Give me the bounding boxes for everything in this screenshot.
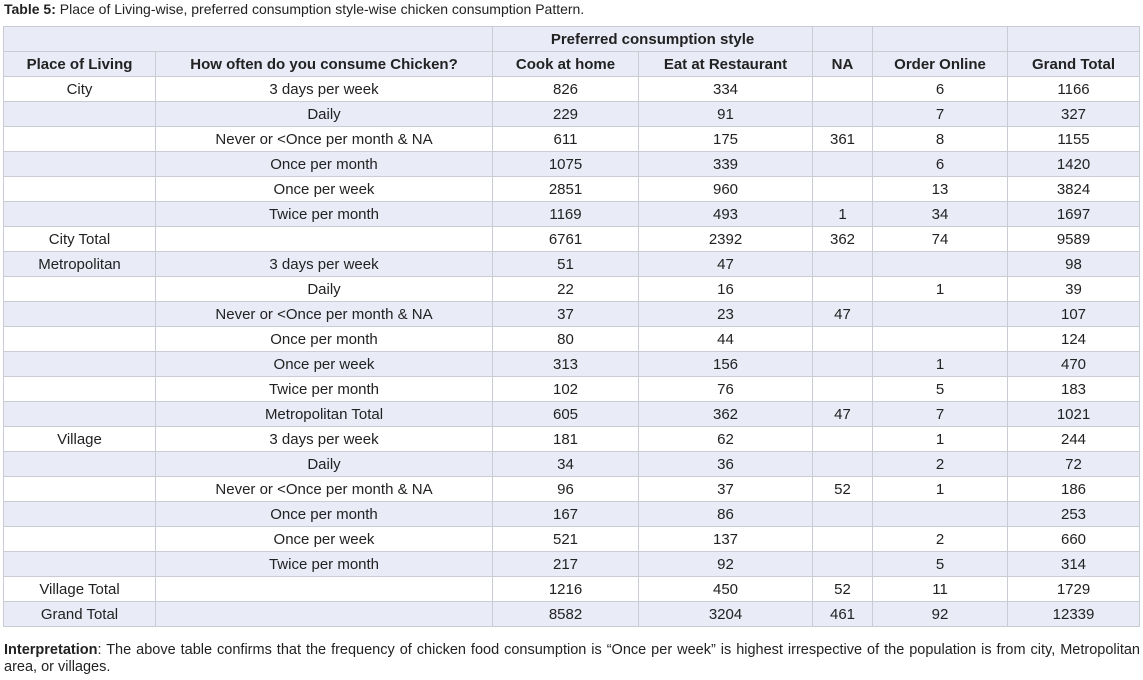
table-row — [4, 202, 1140, 227]
cell-place: Village Total — [4, 577, 156, 602]
table-row — [4, 527, 1140, 552]
cell-cook-at-home: 229 — [493, 102, 639, 127]
cell-order-online — [873, 302, 1008, 327]
cell-cook-at-home: 2851 — [493, 177, 639, 202]
cell-eat-at-restaurant: 339 — [639, 152, 813, 177]
cell-grand-total: 3824 — [1008, 177, 1140, 202]
cell-place — [4, 302, 156, 327]
cell-na — [813, 177, 873, 202]
cell-cook-at-home: 8582 — [493, 602, 639, 627]
cell-place — [4, 127, 156, 152]
cell-cook-at-home: 521 — [493, 527, 639, 552]
cell-na — [813, 352, 873, 377]
interpretation-text: : The above table confirms that the frequency of chicken food consumption is “Once per week” is highest irrespective of the population is from city, Metropolitan area, or villages. — [4, 642, 1140, 675]
cell-na — [813, 102, 873, 127]
table-row — [4, 602, 1140, 627]
group-header-blank-total — [1008, 27, 1140, 52]
cell-eat-at-restaurant: 156 — [639, 352, 813, 377]
cell-eat-at-restaurant: 16 — [639, 277, 813, 302]
cell-cook-at-home: 605 — [493, 402, 639, 427]
cell-eat-at-restaurant: 47 — [639, 252, 813, 277]
cell-eat-at-restaurant: 36 — [639, 452, 813, 477]
column-header-place: Place of Living — [4, 52, 156, 77]
cell-cook-at-home: 1216 — [493, 577, 639, 602]
cell-order-online: 74 — [873, 227, 1008, 252]
cell-frequency — [156, 227, 493, 252]
cell-place: City Total — [4, 227, 156, 252]
cell-eat-at-restaurant: 86 — [639, 502, 813, 527]
cell-frequency: Once per month — [156, 327, 493, 352]
cell-place — [4, 277, 156, 302]
cell-order-online: 1 — [873, 352, 1008, 377]
cell-na — [813, 452, 873, 477]
table-row — [4, 552, 1140, 577]
cell-eat-at-restaurant: 76 — [639, 377, 813, 402]
cell-place: City — [4, 77, 156, 102]
cell-order-online: 13 — [873, 177, 1008, 202]
cell-order-online: 7 — [873, 102, 1008, 127]
cell-place — [4, 202, 156, 227]
cell-frequency: 3 days per week — [156, 252, 493, 277]
cell-cook-at-home: 96 — [493, 477, 639, 502]
cell-order-online: 5 — [873, 552, 1008, 577]
cell-na: 461 — [813, 602, 873, 627]
cell-grand-total: 183 — [1008, 377, 1140, 402]
cell-na — [813, 77, 873, 102]
cell-frequency: 3 days per week — [156, 77, 493, 102]
cell-eat-at-restaurant: 91 — [639, 102, 813, 127]
cell-grand-total: 1697 — [1008, 202, 1140, 227]
cell-eat-at-restaurant: 493 — [639, 202, 813, 227]
cell-cook-at-home: 313 — [493, 352, 639, 377]
caption-label: Table 5: — [4, 1, 56, 17]
cell-cook-at-home: 167 — [493, 502, 639, 527]
table-row — [4, 252, 1140, 277]
table-row — [4, 352, 1140, 377]
cell-eat-at-restaurant: 23 — [639, 302, 813, 327]
cell-grand-total: 1420 — [1008, 152, 1140, 177]
cell-eat-at-restaurant: 3204 — [639, 602, 813, 627]
cell-order-online — [873, 327, 1008, 352]
cell-na — [813, 152, 873, 177]
cell-grand-total: 327 — [1008, 102, 1140, 127]
cell-cook-at-home: 826 — [493, 77, 639, 102]
cell-na — [813, 527, 873, 552]
cell-frequency: Once per week — [156, 352, 493, 377]
cell-cook-at-home: 217 — [493, 552, 639, 577]
column-header-row — [4, 52, 1140, 77]
column-header-na: NA — [813, 52, 873, 77]
cell-place — [4, 527, 156, 552]
table-row — [4, 227, 1140, 252]
table-row — [4, 177, 1140, 202]
cell-frequency: Never or <Once per month & NA — [156, 302, 493, 327]
cell-na: 362 — [813, 227, 873, 252]
cell-na: 47 — [813, 302, 873, 327]
group-header-preferred-style: Preferred consumption style — [493, 27, 813, 52]
cell-frequency — [156, 602, 493, 627]
cell-grand-total: 39 — [1008, 277, 1140, 302]
table-row — [4, 502, 1140, 527]
cell-eat-at-restaurant: 960 — [639, 177, 813, 202]
table-row — [4, 452, 1140, 477]
cell-place — [4, 402, 156, 427]
cell-na — [813, 377, 873, 402]
cell-eat-at-restaurant: 362 — [639, 402, 813, 427]
table-row — [4, 302, 1140, 327]
cell-grand-total: 244 — [1008, 427, 1140, 452]
cell-frequency: Never or <Once per month & NA — [156, 477, 493, 502]
cell-eat-at-restaurant: 62 — [639, 427, 813, 452]
table-caption — [4, 1, 584, 17]
caption-text: Place of Living-wise, preferred consumption style-wise chicken consumption Pattern. — [55, 1, 585, 17]
cell-frequency: Twice per month — [156, 377, 493, 402]
cell-order-online: 1 — [873, 477, 1008, 502]
table-row — [4, 377, 1140, 402]
consumption-table — [3, 26, 1140, 627]
cell-na: 1 — [813, 202, 873, 227]
group-header-blank — [4, 27, 493, 52]
cell-place — [4, 552, 156, 577]
cell-order-online: 34 — [873, 202, 1008, 227]
table-row — [4, 577, 1140, 602]
cell-na — [813, 552, 873, 577]
cell-frequency — [156, 577, 493, 602]
cell-frequency: Never or <Once per month & NA — [156, 127, 493, 152]
cell-na: 361 — [813, 127, 873, 152]
cell-frequency: 3 days per week — [156, 427, 493, 452]
cell-order-online: 2 — [873, 527, 1008, 552]
cell-place — [4, 452, 156, 477]
table-row — [4, 102, 1140, 127]
cell-frequency: Once per month — [156, 152, 493, 177]
column-header-eat-at-restaurant: Eat at Restaurant — [639, 52, 813, 77]
cell-na: 47 — [813, 402, 873, 427]
cell-eat-at-restaurant: 44 — [639, 327, 813, 352]
group-header-blank-online — [873, 27, 1008, 52]
interpretation-label: Interpretation — [4, 642, 98, 658]
cell-na — [813, 427, 873, 452]
cell-na: 52 — [813, 577, 873, 602]
cell-place — [4, 152, 156, 177]
cell-place — [4, 102, 156, 127]
cell-grand-total: 186 — [1008, 477, 1140, 502]
cell-frequency: Twice per month — [156, 552, 493, 577]
cell-grand-total: 1021 — [1008, 402, 1140, 427]
column-header-cook-at-home: Cook at home — [493, 52, 639, 77]
table-row — [4, 427, 1140, 452]
cell-order-online: 2 — [873, 452, 1008, 477]
cell-place — [4, 177, 156, 202]
cell-eat-at-restaurant: 175 — [639, 127, 813, 152]
cell-order-online: 8 — [873, 127, 1008, 152]
cell-order-online: 6 — [873, 152, 1008, 177]
cell-na — [813, 502, 873, 527]
cell-order-online: 11 — [873, 577, 1008, 602]
cell-place: Grand Total — [4, 602, 156, 627]
cell-order-online: 6 — [873, 77, 1008, 102]
cell-order-online — [873, 252, 1008, 277]
cell-eat-at-restaurant: 2392 — [639, 227, 813, 252]
cell-cook-at-home: 6761 — [493, 227, 639, 252]
table-row — [4, 327, 1140, 352]
cell-cook-at-home: 611 — [493, 127, 639, 152]
cell-place — [4, 502, 156, 527]
cell-frequency: Once per month — [156, 502, 493, 527]
cell-frequency: Twice per month — [156, 202, 493, 227]
cell-frequency: Metropolitan Total — [156, 402, 493, 427]
cell-grand-total: 253 — [1008, 502, 1140, 527]
table-body — [4, 77, 1140, 627]
cell-eat-at-restaurant: 137 — [639, 527, 813, 552]
cell-place — [4, 477, 156, 502]
table-row — [4, 277, 1140, 302]
cell-grand-total: 660 — [1008, 527, 1140, 552]
cell-grand-total: 9589 — [1008, 227, 1140, 252]
cell-na — [813, 252, 873, 277]
cell-cook-at-home: 181 — [493, 427, 639, 452]
cell-place — [4, 327, 156, 352]
cell-frequency: Once per week — [156, 527, 493, 552]
interpretation-note — [4, 642, 1140, 676]
cell-grand-total: 12339 — [1008, 602, 1140, 627]
group-header-blank-na — [813, 27, 873, 52]
cell-cook-at-home: 80 — [493, 327, 639, 352]
cell-order-online: 1 — [873, 427, 1008, 452]
cell-grand-total: 107 — [1008, 302, 1140, 327]
cell-cook-at-home: 102 — [493, 377, 639, 402]
column-header-frequency: How often do you consume Chicken? — [156, 52, 493, 77]
cell-eat-at-restaurant: 37 — [639, 477, 813, 502]
cell-grand-total: 1166 — [1008, 77, 1140, 102]
cell-order-online — [873, 502, 1008, 527]
cell-na: 52 — [813, 477, 873, 502]
cell-cook-at-home: 22 — [493, 277, 639, 302]
cell-frequency: Once per week — [156, 177, 493, 202]
cell-grand-total: 124 — [1008, 327, 1140, 352]
cell-place: Metropolitan — [4, 252, 156, 277]
table-row — [4, 477, 1140, 502]
cell-grand-total: 314 — [1008, 552, 1140, 577]
cell-cook-at-home: 51 — [493, 252, 639, 277]
cell-place: Village — [4, 427, 156, 452]
table-row — [4, 77, 1140, 102]
cell-place — [4, 352, 156, 377]
group-header-row — [4, 27, 1140, 52]
cell-place — [4, 377, 156, 402]
cell-grand-total: 72 — [1008, 452, 1140, 477]
table-row — [4, 402, 1140, 427]
cell-eat-at-restaurant: 450 — [639, 577, 813, 602]
column-header-order-online: Order Online — [873, 52, 1008, 77]
cell-grand-total: 470 — [1008, 352, 1140, 377]
cell-order-online: 92 — [873, 602, 1008, 627]
cell-order-online: 5 — [873, 377, 1008, 402]
cell-frequency: Daily — [156, 452, 493, 477]
cell-cook-at-home: 1169 — [493, 202, 639, 227]
cell-eat-at-restaurant: 92 — [639, 552, 813, 577]
cell-grand-total: 1729 — [1008, 577, 1140, 602]
cell-frequency: Daily — [156, 277, 493, 302]
column-header-grand-total: Grand Total — [1008, 52, 1140, 77]
table-row — [4, 152, 1140, 177]
cell-frequency: Daily — [156, 102, 493, 127]
cell-na — [813, 277, 873, 302]
cell-cook-at-home: 37 — [493, 302, 639, 327]
cell-grand-total: 98 — [1008, 252, 1140, 277]
cell-order-online: 1 — [873, 277, 1008, 302]
cell-grand-total: 1155 — [1008, 127, 1140, 152]
cell-order-online: 7 — [873, 402, 1008, 427]
cell-na — [813, 327, 873, 352]
cell-cook-at-home: 34 — [493, 452, 639, 477]
cell-eat-at-restaurant: 334 — [639, 77, 813, 102]
table-row — [4, 127, 1140, 152]
cell-cook-at-home: 1075 — [493, 152, 639, 177]
